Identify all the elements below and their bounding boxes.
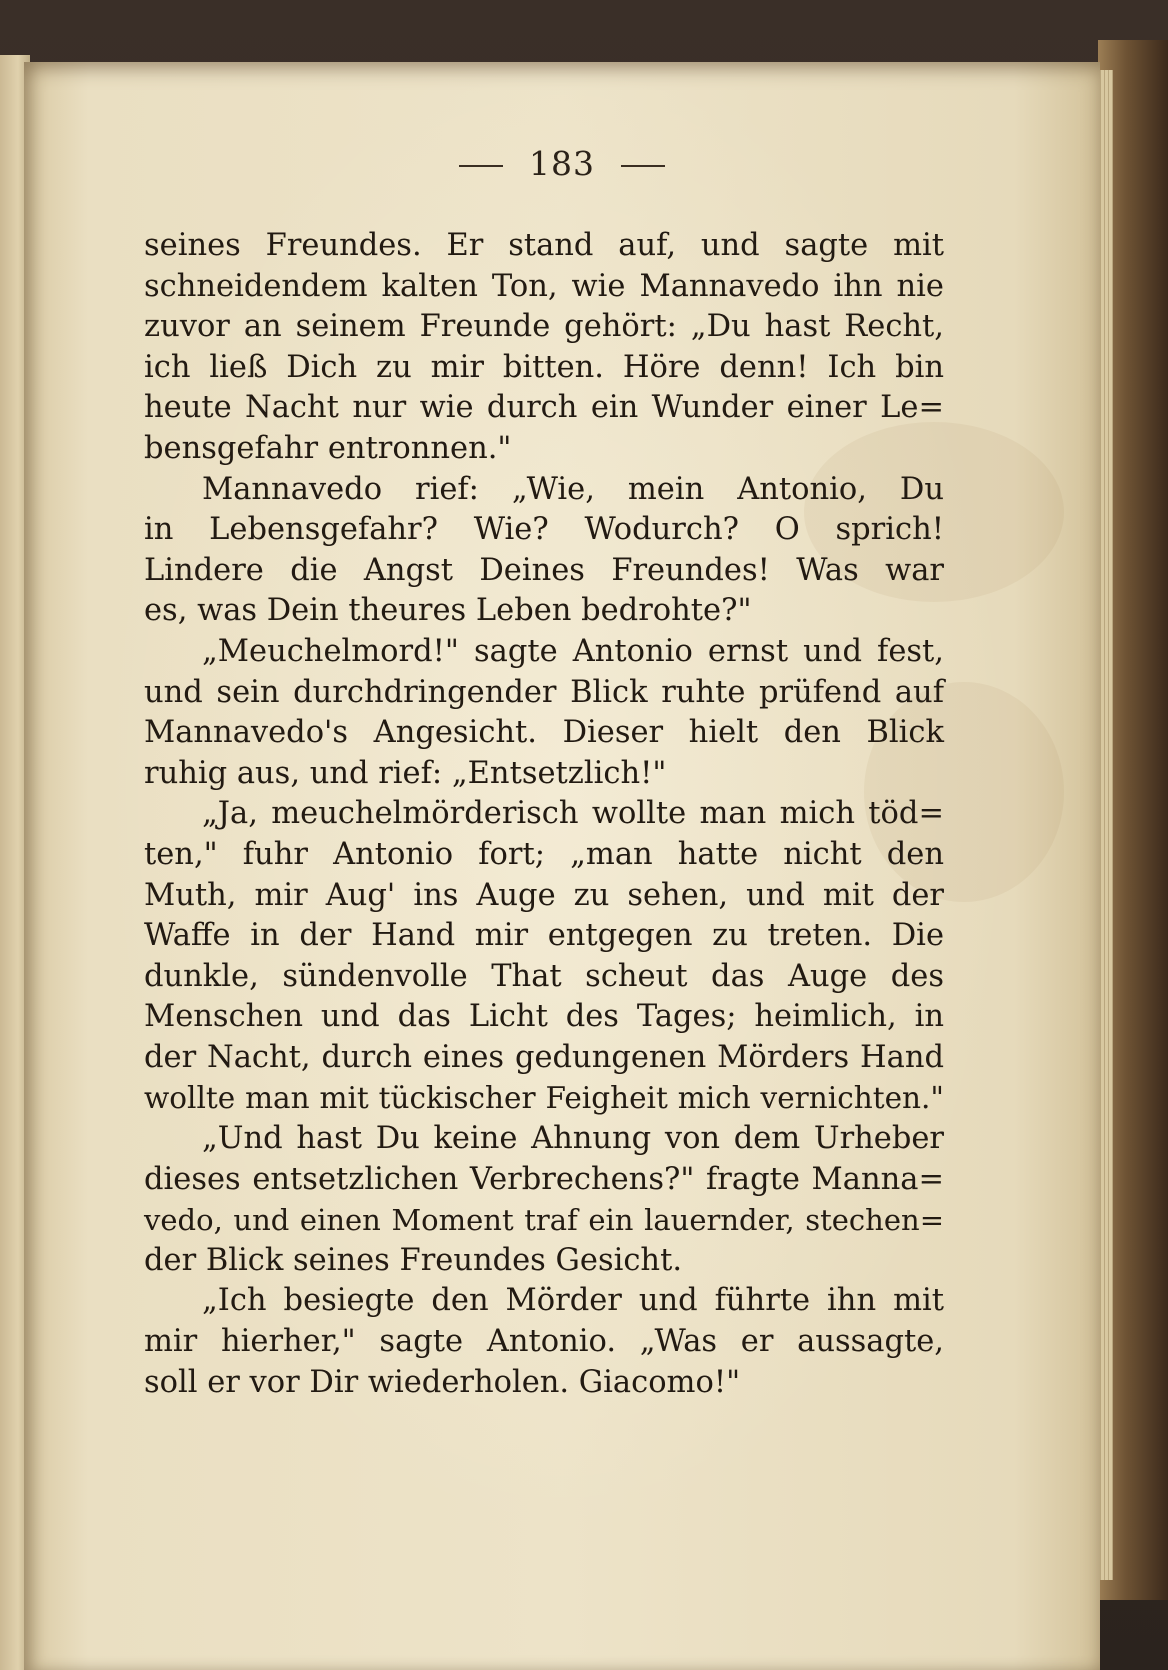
page-number-dash-right: [621, 165, 665, 167]
text-line: wollte man mit tückischer Feigheit mich vernichten.": [144, 1081, 944, 1116]
text-line: Menschen und das Licht des Tages; heimlich, in: [144, 999, 944, 1035]
text-line: „Meuchelmord!" sagte Antonio ernst und fest,: [202, 633, 944, 669]
text-line: der Blick seines Freundes Gesicht.: [144, 1242, 683, 1278]
text-line: seines Freundes. Er stand auf, und sagte mit: [144, 228, 944, 263]
text-line: vedo, und einen Moment traf ein lauernder, stechen=: [144, 1203, 944, 1238]
body-text: [144, 226, 944, 1403]
text-line: und sein durchdringender Blick ruhte prüfend auf: [144, 674, 944, 710]
text-line: schneidendem kalten Ton, wie Mannavedo ihn nie: [144, 268, 944, 304]
text-line: in Lebensgefahr? Wie? Wodurch? O sprich!: [144, 512, 944, 548]
text-line: ich ließ Dich zu mir bitten. Höre denn! Ich bin: [144, 349, 944, 385]
text-line: „Ich besiegte den Mörder und führte ihn mit: [202, 1283, 944, 1319]
text-line: dunkle, sündenvolle That scheut das Auge des: [144, 958, 944, 994]
text-line: „Ja, meuchelmörderisch wollte man mich töd=: [202, 796, 944, 832]
text-line: der Nacht, durch eines gedungenen Mörders Hand: [144, 1039, 944, 1075]
text-line: bensgefahr entronnen.": [144, 430, 512, 466]
book-page: [24, 62, 1100, 1670]
text-line: Mannavedo's Angesicht. Dieser hielt den Blick: [144, 715, 944, 751]
text-line: Muth, mir Aug' ins Auge zu sehen, und mit der: [144, 877, 944, 913]
text-line: ruhig aus, und rief: „Entsetzlich!": [144, 755, 667, 791]
text-line: dieses entsetzlichen Verbrechens?" fragte Manna=: [144, 1161, 944, 1197]
text-line: heute Nacht nur wie durch ein Wunder einer Le=: [144, 390, 944, 426]
text-line: Mannavedo rief: „Wie, mein Antonio, Du: [202, 471, 944, 507]
text-line: „Und hast Du keine Ahnung von dem Urheber: [202, 1121, 944, 1157]
text-line: Lindere die Angst Deines Freundes! Was war: [144, 552, 944, 588]
text-line: zuvor an seinem Freunde gehört: „Du hast Recht,: [144, 309, 944, 345]
page-number-value: 183: [529, 144, 595, 183]
page-number-dash-left: [459, 165, 503, 167]
text-line: soll er vor Dir wiederholen. Giacomo!": [144, 1364, 741, 1400]
page-number: [24, 144, 1100, 183]
text-line: es, was Dein theures Leben bedrohte?": [144, 593, 752, 629]
text-line: ten," fuhr Antonio fort; „man hatte nicht den: [144, 836, 944, 872]
text-line: mir hierher," sagte Antonio. „Was er aussagte,: [144, 1324, 944, 1360]
text-line: Waffe in der Hand mir entgegen zu treten. Die: [144, 918, 944, 954]
